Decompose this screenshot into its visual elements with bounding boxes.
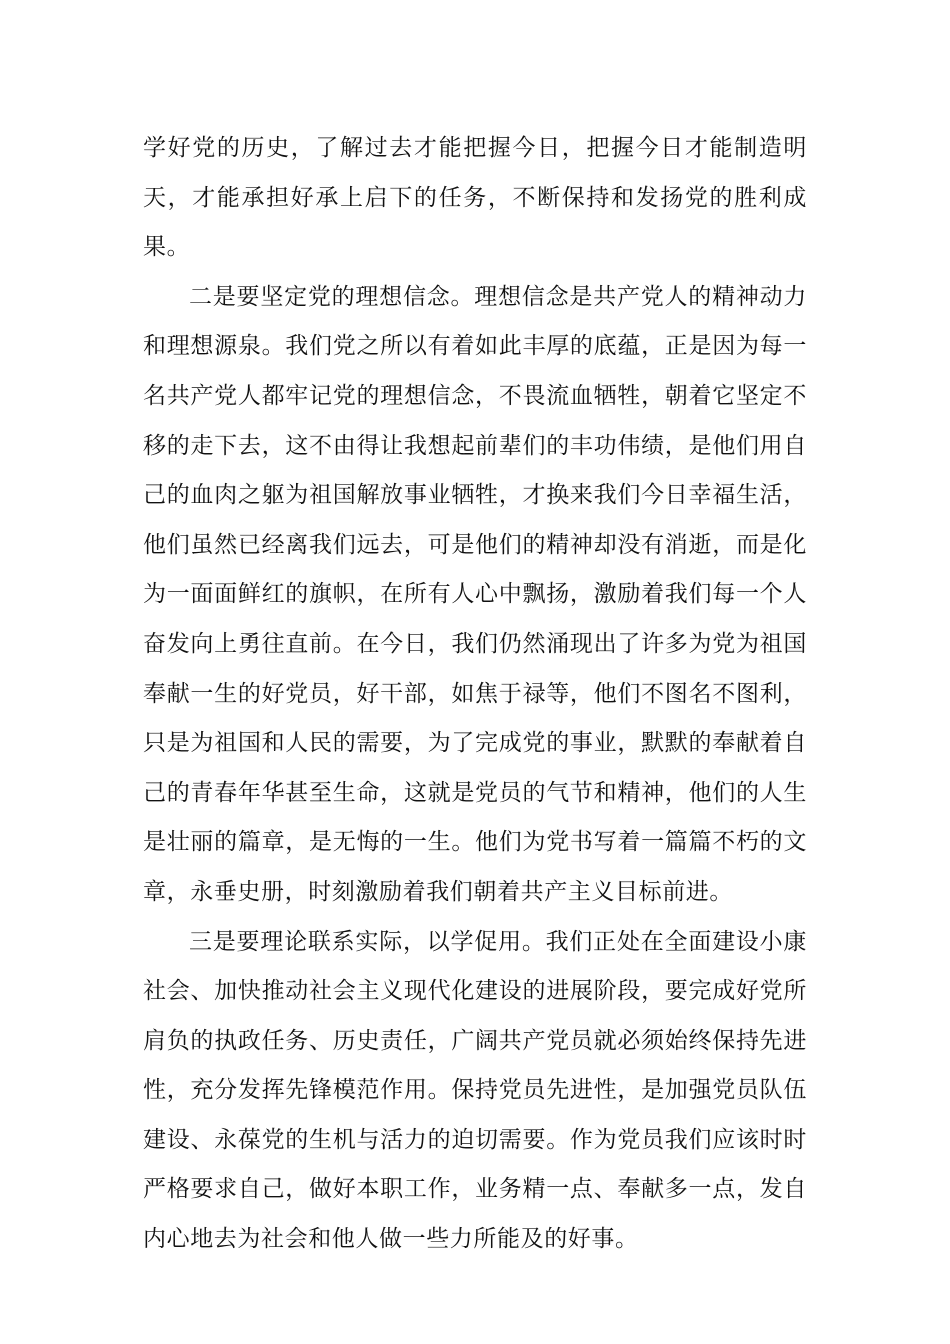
paragraph-history: 学好党的历史，了解过去才能把握今日，把握今日才能制造明天，才能承担好承上启下的任务，不断保持和发扬党的胜利成果。	[143, 135, 807, 261]
paragraph-ideals-and-beliefs: 二是要坚定党的理想信念。理想信念是共产党人的精神动力和理想源泉。我们党之所以有着如此丰厚的底蕴，正是因为每一名共产党人都牢记党的理想信念，不畏流血牺牲，朝着它坚定不移的走下去，这不由得让我想起前辈们的丰功伟绩，是他们用自己的血肉之躯为祖国解放事业牺牲，才换来我们今日幸福生活，他们虽然已经离我们远去，可是他们的精神却没有消逝，而是化为一面面鲜红的旗帜，在所有人心中飘扬，激励着我们每一个人奋发向上勇往直前。在今日，我们仍然涌现出了许多为党为祖国奉献一生的好党员，好干部，如焦于禄等，他们不图名不图利，只是为祖国和人民的需要，为了完成党的事业，默默的奉献着自己的青春年华甚至生命，这就是党员的气节和精神，他们的人生是壮丽的篇章，是无悔的一生。他们为党书写着一篇篇不朽的文章，永垂史册，时刻激励着我们朝着共产主义目标前进。	[143, 283, 807, 905]
document-body	[143, 124, 807, 1265]
paragraph-theory-and-practice: 三是要理论联系实际，以学促用。我们正处在全面建设小康社会、加快推动社会主义现代化建设的进展阶段，要完成好党所肩负的执政任务、历史责任，广阔共产党员就必须始终保持先进性，充分发挥先锋模范作用。保持党员先进性，是加强党员队伍建设、永葆党的生机与活力的迫切需要。作为党员我们应该时时严格要求自己，做好本职工作，业务精一点、奉献多一点，发自内心地去为社会和他人做一些力所能及的好事。	[143, 928, 807, 1253]
